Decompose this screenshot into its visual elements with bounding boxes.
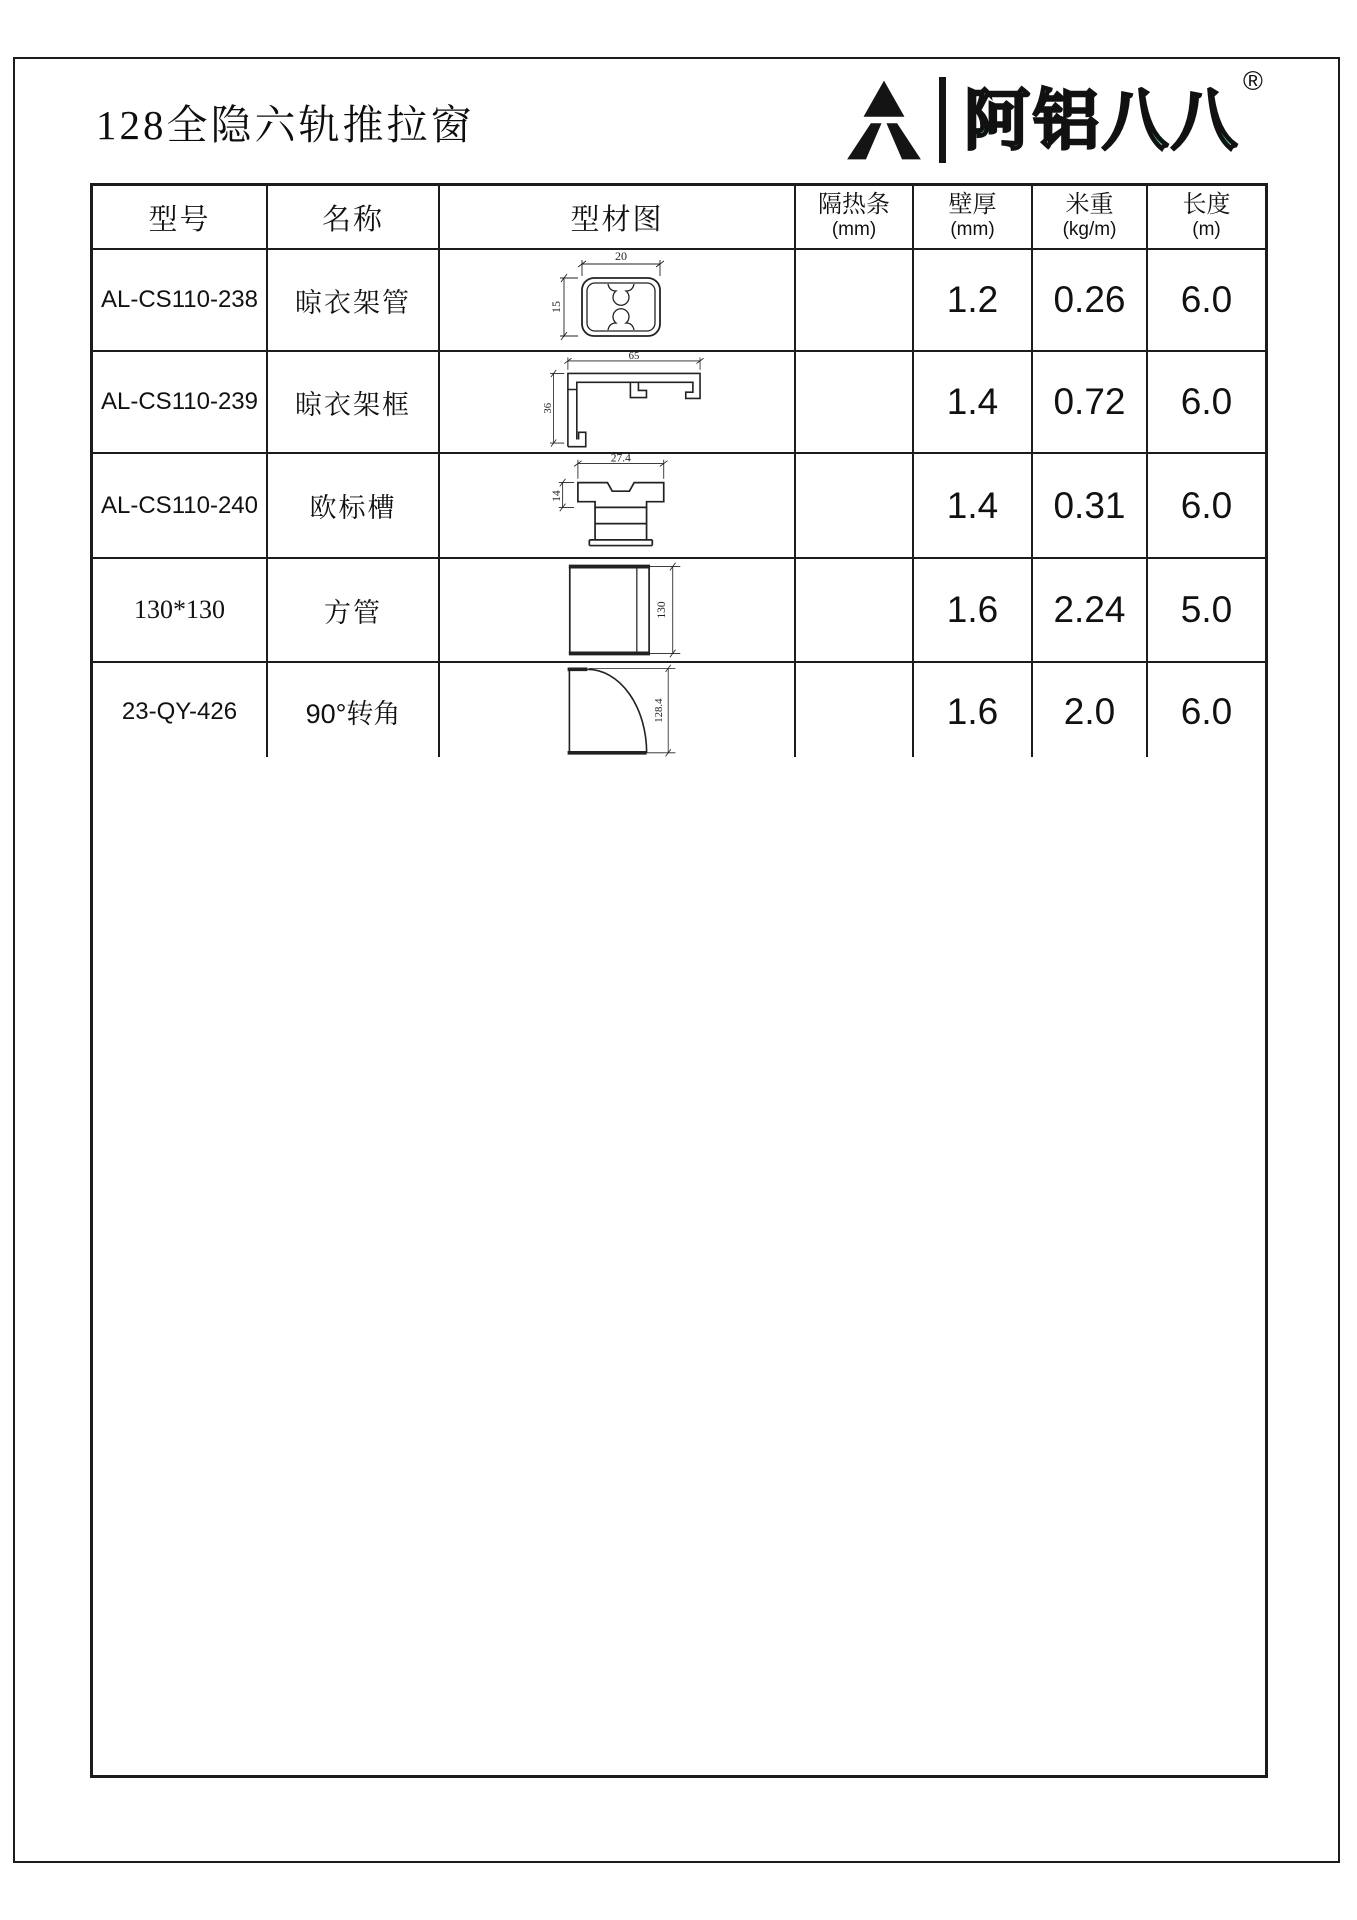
table-row-3-insulation bbox=[796, 454, 914, 559]
table-row-2-name: 晾衣架框 bbox=[268, 352, 440, 454]
table-row-1-model: AL-CS110-238 bbox=[93, 250, 268, 352]
header-drawing: 型材图 bbox=[440, 186, 796, 250]
brand-name: 阿铝八八 bbox=[964, 83, 1240, 157]
table-row-5-name: 90°转角 bbox=[268, 663, 440, 760]
table-row-3-name: 欧标槽 bbox=[268, 454, 440, 559]
header-wall-thickness: 壁厚 (mm) bbox=[914, 186, 1033, 250]
profile-drawing-corner bbox=[512, 663, 722, 760]
header-length: 长度 (m) bbox=[1148, 186, 1265, 250]
table-row-2-drawing bbox=[440, 352, 796, 454]
page-title: 128全隐六轨推拉窗 bbox=[96, 102, 475, 148]
table-row-3-length: 6.0 bbox=[1148, 454, 1265, 559]
header-name: 名称 bbox=[268, 186, 440, 250]
table-row-2-insulation bbox=[796, 352, 914, 454]
table-row-5-drawing bbox=[440, 663, 796, 760]
table-row-4-name: 方管 bbox=[268, 559, 440, 663]
table-row-3-drawing bbox=[440, 454, 796, 559]
dim-label: 15 bbox=[549, 301, 563, 313]
table-row-1-name: 晾衣架管 bbox=[268, 250, 440, 352]
table-row-2-model: AL-CS110-239 bbox=[93, 352, 268, 454]
table-row-4-weight: 2.24 bbox=[1033, 559, 1148, 663]
profile-table bbox=[90, 183, 1268, 765]
table-row-1-weight: 0.26 bbox=[1033, 250, 1148, 352]
dim-label: 65 bbox=[628, 352, 640, 363]
brand-triangle-icon bbox=[843, 76, 925, 164]
dim-label: 130 bbox=[656, 601, 669, 619]
registered-trademark-icon: ® bbox=[1243, 66, 1263, 96]
table-row-2-weight: 0.72 bbox=[1033, 352, 1148, 454]
table-row-5-wall-thickness: 1.6 bbox=[914, 663, 1033, 760]
profile-drawing-euro-slot bbox=[512, 454, 722, 557]
table-row-1-wall-thickness: 1.2 bbox=[914, 250, 1033, 352]
table-row-5-weight: 2.0 bbox=[1033, 663, 1148, 760]
table-row-4-insulation bbox=[796, 559, 914, 663]
header-weight: 米重 (kg/m) bbox=[1033, 186, 1148, 250]
logo-divider bbox=[939, 77, 946, 163]
table-row-1-insulation bbox=[796, 250, 914, 352]
table-row-4-wall-thickness: 1.6 bbox=[914, 559, 1033, 663]
header-insulation: 隔热条 (mm) bbox=[796, 186, 914, 250]
dim-label: 20 bbox=[615, 250, 627, 263]
table-row-4-drawing bbox=[440, 559, 796, 663]
brand-logo bbox=[843, 66, 1263, 166]
table-row-2-wall-thickness: 1.4 bbox=[914, 352, 1033, 454]
table-row-1-length: 6.0 bbox=[1148, 250, 1265, 352]
table-row-1-drawing bbox=[440, 250, 796, 352]
profile-drawing-square-tube bbox=[512, 559, 722, 661]
table-row-3-model: AL-CS110-240 bbox=[93, 454, 268, 559]
table-row-4-model: 130*130 bbox=[93, 559, 268, 663]
dim-label: 36 bbox=[541, 402, 554, 414]
header-model: 型号 bbox=[93, 186, 268, 250]
profile-drawing-tube bbox=[512, 250, 722, 350]
table-row-5-model: 23-QY-426 bbox=[93, 663, 268, 760]
dim-label: 128.4 bbox=[652, 698, 665, 723]
profile-drawing-frame bbox=[502, 352, 732, 452]
table-row-2-length: 6.0 bbox=[1148, 352, 1265, 454]
dim-label: 27.4 bbox=[610, 454, 631, 465]
dim-label: 14 bbox=[550, 490, 563, 502]
table-row-3-wall-thickness: 1.4 bbox=[914, 454, 1033, 559]
table-row-5-length: 6.0 bbox=[1180, 690, 1233, 732]
table-row-3-weight: 0.31 bbox=[1033, 454, 1148, 559]
empty-table-area bbox=[90, 757, 1268, 1778]
table-row-4-length: 5.0 bbox=[1148, 559, 1265, 663]
table-row-5-insulation bbox=[796, 663, 914, 760]
